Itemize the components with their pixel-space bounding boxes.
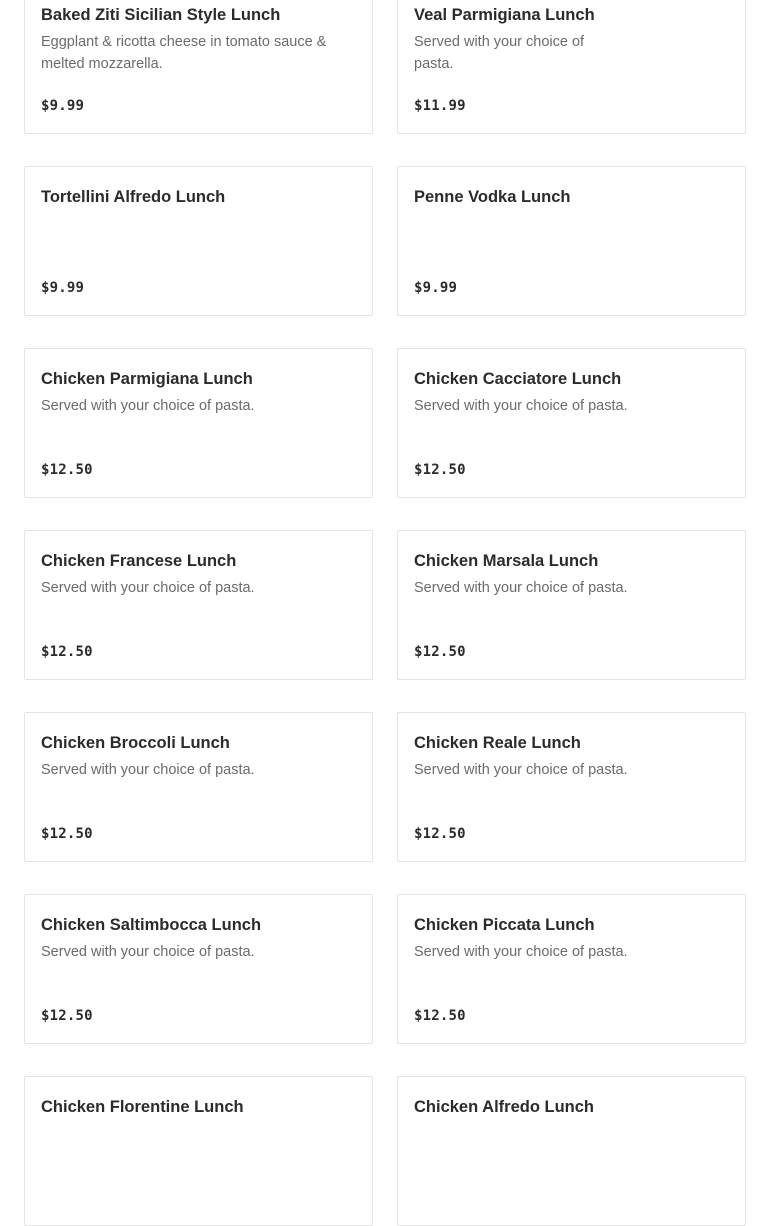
menu-item-description: Served with your choice of pasta.	[41, 762, 255, 778]
menu-item-price: $12.50	[41, 644, 93, 660]
menu-item-name: Chicken Reale Lunch	[414, 734, 581, 752]
menu-item-grid	[24, 0, 746, 1226]
menu-item-card[interactable]	[24, 0, 373, 134]
menu-item-description: Served with your choice of pasta.	[41, 580, 255, 596]
menu-item-card[interactable]	[397, 1076, 746, 1226]
menu-item-name: Baked Ziti Sicilian Style Lunch	[41, 6, 281, 24]
menu-item-price: $12.50	[41, 462, 93, 478]
menu-item-name: Chicken Florentine Lunch	[41, 1098, 244, 1116]
menu-item-price: $12.50	[414, 462, 466, 478]
menu-item-name: Veal Parmigiana Lunch	[414, 6, 595, 24]
menu-item-card[interactable]	[24, 348, 373, 498]
menu-item-card[interactable]	[24, 894, 373, 1044]
menu-item-description: Eggplant & ricotta cheese in tomato sauce & melted mozzarella.	[41, 34, 327, 72]
menu-item-card[interactable]	[397, 166, 746, 316]
menu-item-description: Served with your choice of pasta.	[414, 580, 628, 596]
menu-item-card[interactable]	[24, 1076, 373, 1226]
menu-item-price: $12.50	[41, 1008, 93, 1024]
menu-item-price: $9.99	[414, 280, 458, 296]
menu-item-name: Penne Vodka Lunch	[414, 188, 571, 206]
menu-item-price: $12.50	[414, 644, 466, 660]
menu-item-price: $11.99	[414, 98, 466, 114]
menu-item-description: Served with your choice of pasta.	[414, 34, 585, 72]
menu-item-card[interactable]	[397, 530, 746, 680]
menu-item-card[interactable]	[397, 348, 746, 498]
menu-item-description: Served with your choice of pasta.	[41, 398, 255, 414]
menu-item-name: Chicken Piccata Lunch	[414, 916, 595, 934]
menu-item-name: Chicken Cacciatore Lunch	[414, 370, 622, 388]
menu-item-price: $12.50	[414, 826, 466, 842]
menu-item-card[interactable]	[397, 0, 746, 134]
menu-item-card[interactable]	[397, 712, 746, 862]
menu-item-price: $9.99	[41, 98, 85, 114]
menu-item-name: Chicken Parmigiana Lunch	[41, 370, 253, 388]
menu-item-description: Served with your choice of pasta.	[41, 944, 255, 960]
menu-item-price: $12.50	[414, 1008, 466, 1024]
menu-item-card[interactable]	[24, 530, 373, 680]
menu-item-description: Served with your choice of pasta.	[414, 762, 628, 778]
menu-item-name: Chicken Broccoli Lunch	[41, 734, 230, 752]
menu-item-description: Served with your choice of pasta.	[414, 944, 628, 960]
menu-item-price: $9.99	[41, 280, 85, 296]
menu-item-name: Tortellini Alfredo Lunch	[41, 188, 226, 206]
menu-item-price: $12.50	[41, 826, 93, 842]
menu-item-name: Chicken Francese Lunch	[41, 552, 237, 570]
menu-item-name: Chicken Marsala Lunch	[414, 552, 599, 570]
menu-item-card[interactable]	[24, 166, 373, 316]
menu-item-card[interactable]	[397, 894, 746, 1044]
menu-item-description: Served with your choice of pasta.	[414, 398, 628, 414]
menu-item-name: Chicken Alfredo Lunch	[414, 1098, 594, 1116]
menu-item-card[interactable]	[24, 712, 373, 862]
menu-item-name: Chicken Saltimbocca Lunch	[41, 916, 262, 934]
